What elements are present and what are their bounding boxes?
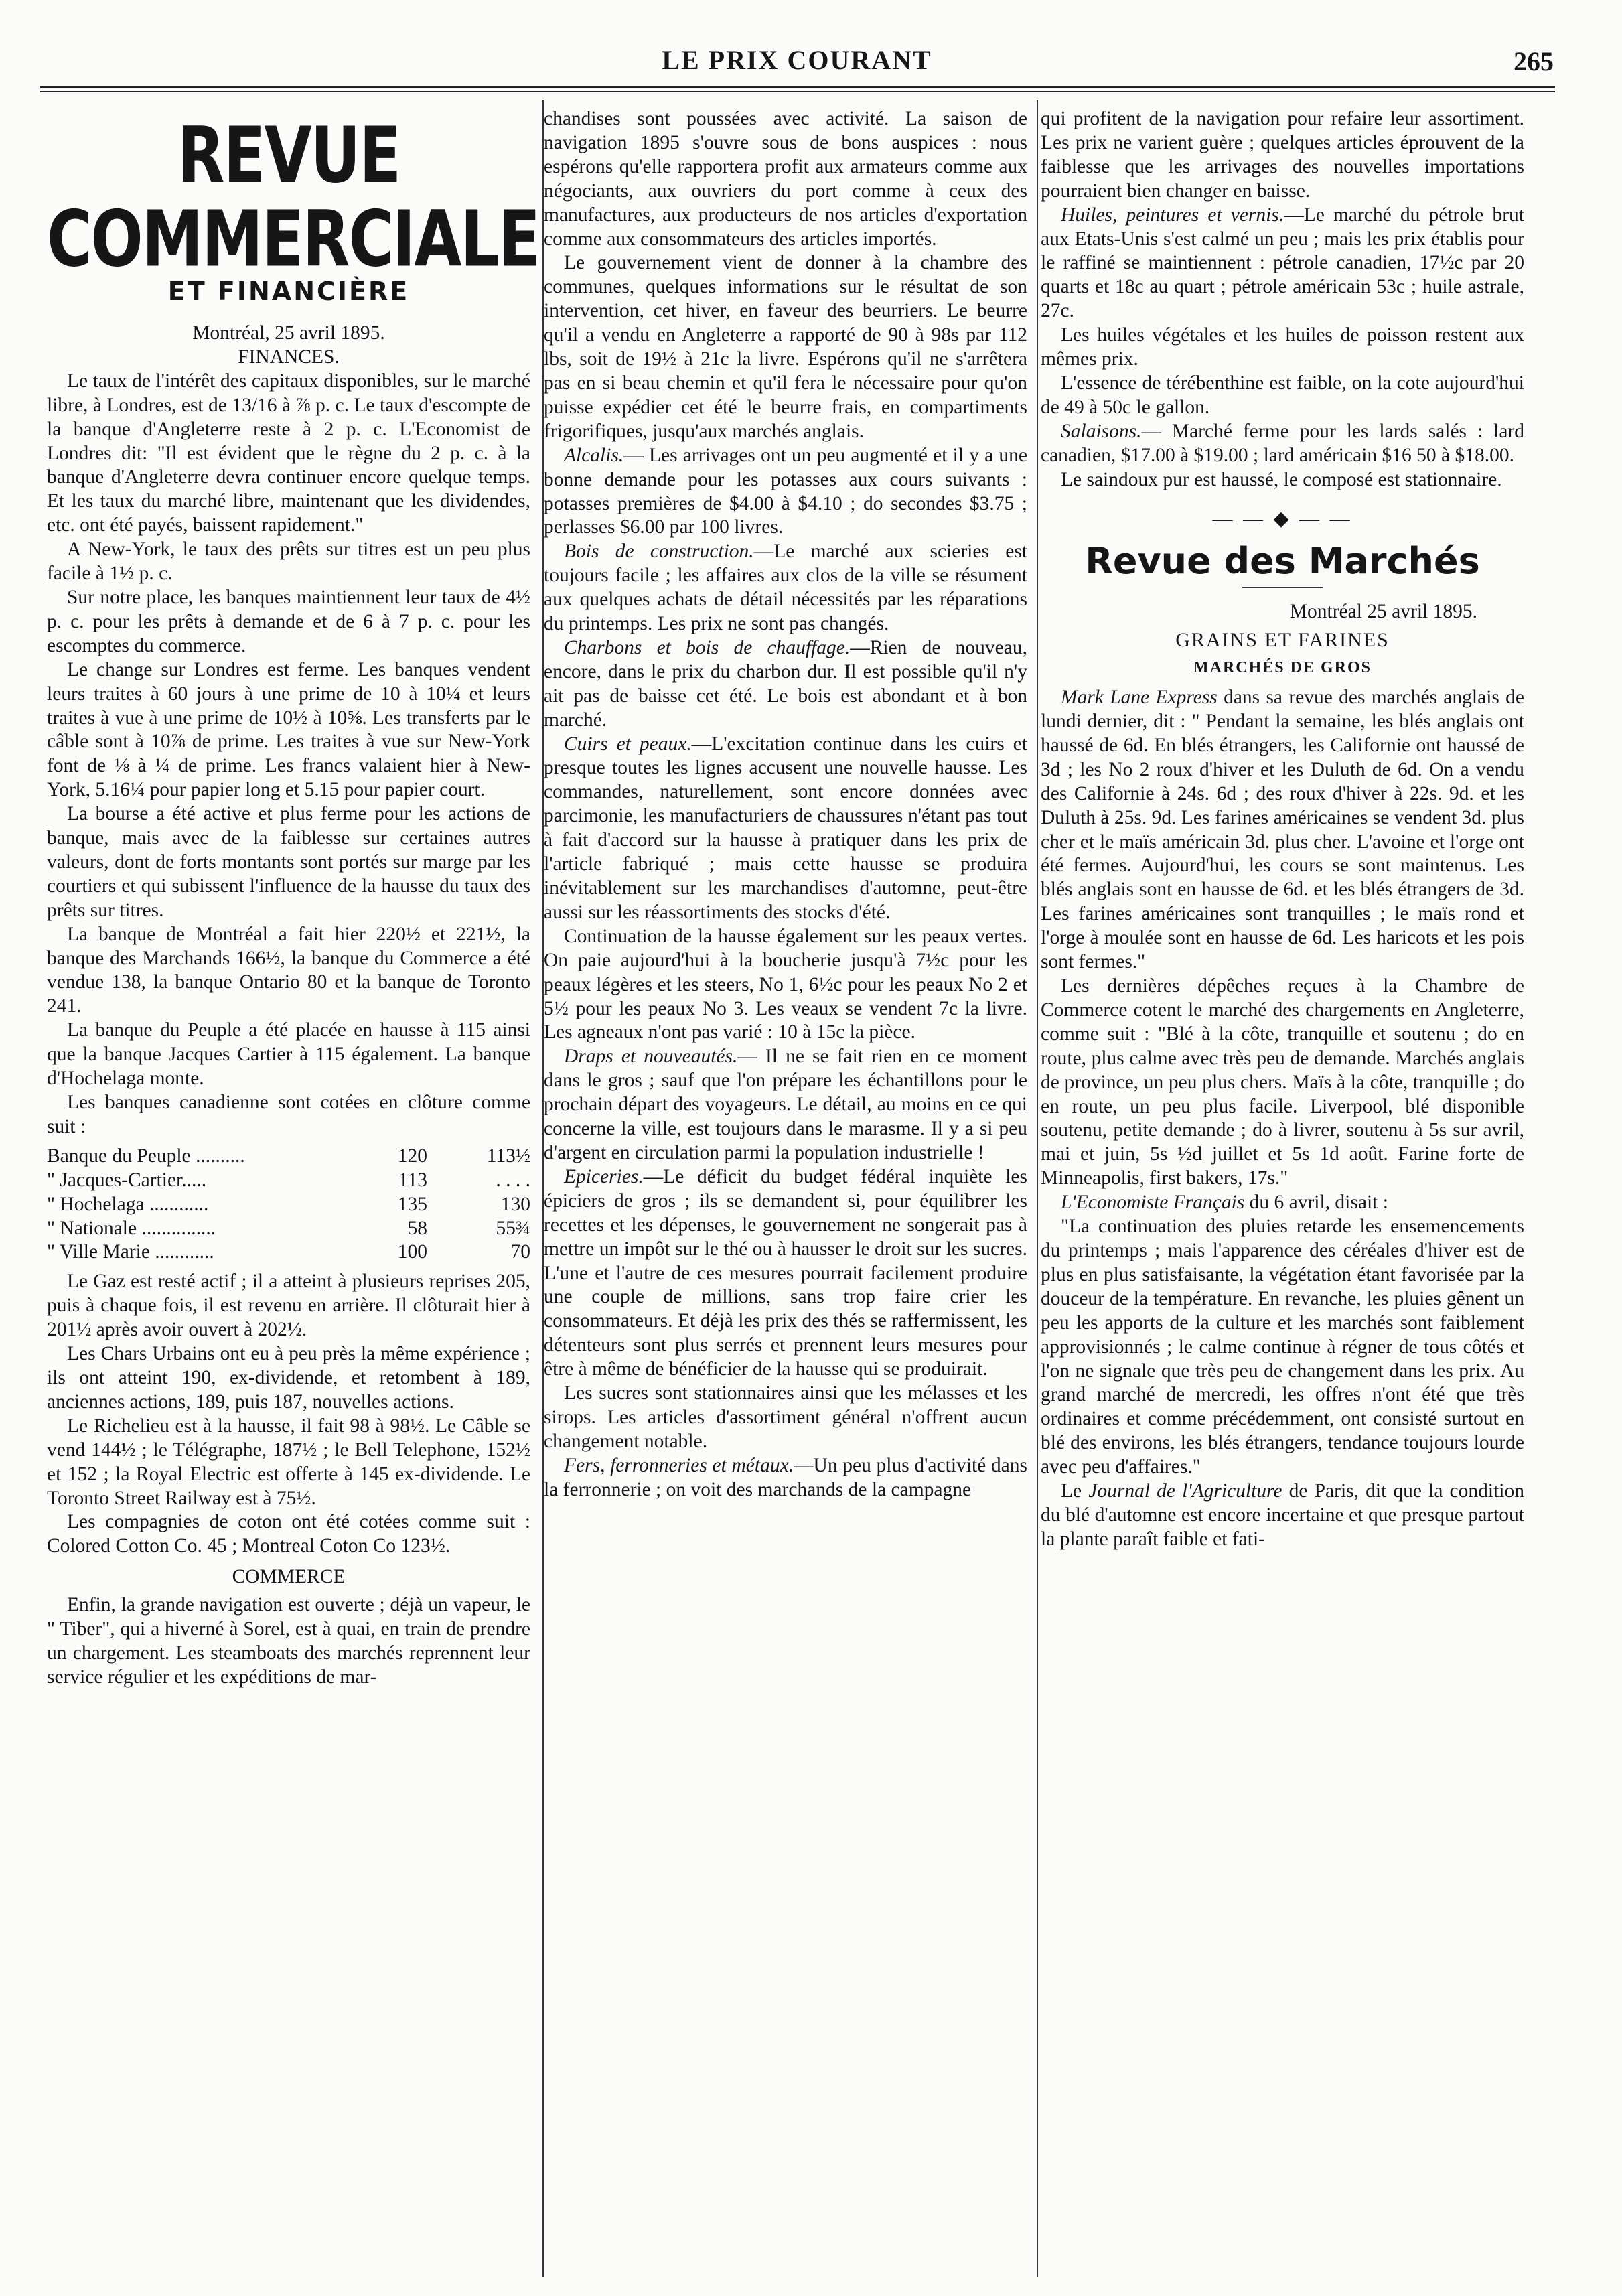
dateline: Montréal 25 avril 1895. <box>1289 601 1477 623</box>
paragraph: Les banques canadienne sont cotées en clôture comme suit : <box>47 1092 530 1137</box>
paragraph: Salaisons.— Marché ferme pour les lards salés : lard canadien, $17.00 à $19.00 ; lard américain $16 50 à $18.00. <box>1041 420 1524 466</box>
paragraph: Les compagnies de coton ont été cotées comme suit : Colored Cotton Co. 45 ; Montreal Coton Co 123½. <box>47 1511 530 1557</box>
bank-quotes-table <box>47 1145 530 1265</box>
subheading: Charbons et bois de chauffage. <box>564 636 851 658</box>
paragraph: Les Chars Urbains ont eu à peu près la même expérience ; ils ont atteint 190, ex-dividende, et retombent à 189, anciennes actions, 189, puis 187, nouvelles actions. <box>47 1343 530 1413</box>
dateline: Montréal, 25 avril 1895. <box>192 322 385 344</box>
publication-name: L'Economiste Français <box>1061 1192 1245 1214</box>
subheading: Epiceries. <box>564 1165 644 1188</box>
table-row: " Jacques-Cartier..... 113 . . . . <box>47 1169 530 1191</box>
paragraph: A New-York, le taux des prêts sur titres est un peu plus facile à 1½ p. c. <box>47 539 530 585</box>
table-row: Banque du Peuple .......... 120 113½ <box>47 1145 530 1167</box>
paragraph: qui profitent de la navigation pour refaire leur assortiment. Les prix ne varient guère ; quelques articles éprouvent de la faiblesse que les arrivages des nouvelles importations pourraient bien changer en baisse. <box>1041 108 1524 202</box>
paragraph: Le Journal de l'Agriculture de Paris, dit que la condition du blé d'automne est encore incertaine et que presque partout la plante paraît faible et fati- <box>1041 1480 1524 1550</box>
subheading: Cuirs et peaux. <box>564 733 692 755</box>
paragraph: L'Economiste Français du 6 avril, disait : <box>1061 1192 1388 1214</box>
paragraph: Enfin, la grande navigation est ouverte ; déjà un vapeur, le " Tiber", qui a hiverné à Sorel, est à quai, en train de prendre un chargement. Les steamboats des marchés reprennent leur service régulier et les expéditions de mar- <box>47 1594 530 1688</box>
paragraph: Le saindoux pur est haussé, le composé est stationnaire. <box>1061 468 1502 490</box>
paragraph: Epiceries.—Le déficit du budget fédéral inquiète les épiciers de gros ; ils se demandent si, pour équilibrer les recettes et les dépenses, le gouvernement ne songerait pas à mettre un impôt sur le thé ou à hausser le droit sur les sucres. L'une et l'autre de ces mesures pourrait facilement produire une couple de millions, sans trop faire crier les consommateurs. Et déjà les prix des thés se raffermissent, les détenteurs sont plus serrés et prennent leurs mesures pour être à même de bénéficier de la hausse qui se produirait. <box>544 1165 1027 1380</box>
grains-heading: GRAINS ET FARINES <box>1175 629 1390 652</box>
paragraph: Mark Lane Express dans sa revue des marchés anglais de lundi dernier, dit : " Pendant la semaine, les blés anglais ont haussé de 6d. En blés étrangers, les Californie ont haussé de 3d ; les No 2 roux d'hiver et les Duluth de 6d. On a vendu des Californie à 24s. 6d ; des roux d'hiver à 22s. 9d. et les Duluth à 25s. 9d. Les farines américaines se vendent 3d. plus cher et le maïs américain 3d. plus cher. L'avoine et l'orge ont été fermes. Aujourd'hui, les cours se sont maintenus. Les blés anglais sont en hausse de 6d. et les blés étrangers de 3d. Les farines américaines sont tranquilles ; le maïs rond et l'orge à moulée sont en hausse de 6d. Les haricots et les pois sont fermes." <box>1041 687 1525 973</box>
subheading: Alcalis. <box>564 444 624 466</box>
paragraph: Le Gaz est resté actif ; il a atteint à plusieurs reprises 205, puis à chaque fois, il est revenu en arrière. Il clôturait hier à 201½ après avoir ouvert à 202½. <box>47 1271 530 1341</box>
paragraph: Les sucres sont stationnaires ainsi que les mélasses et les sirops. Les articles d'assortiment général n'offrent aucun changement notable. <box>544 1382 1027 1452</box>
journal-title: LE PRIX COURANT <box>662 45 932 75</box>
table-row: " Nationale ............... 58 55¾ <box>47 1217 530 1239</box>
paragraph: chandises sont poussées avec activité. La saison de navigation 1895 s'ouvre sous de bons auspices : nous espérons qu'elle rapportera profit aux armateurs comme aux négociants, aux ouvriers du port comme à ceux des manufactures, aux producteurs de nos articles d'exportation comme aux consommateurs des articles importés. <box>544 108 1027 250</box>
subheading: Huiles, peintures et vernis. <box>1061 204 1284 226</box>
paragraph: Draps et nouveautés.— Il ne se fait rien en ce moment dans le gros ; sauf que l'on prépare les échantillons pour le prochain départ des voyageurs. Le détail, au moins en ce qui concerne la ville, est toujours dans le marasme. Il y a si peu d'argent en circulation parmi la population industrielle ! <box>544 1046 1027 1163</box>
paragraph: Les dernières dépêches reçues à la Chambre de Commerce cotent le marché des chargements en Angleterre, comme suit : "Blé à la côte, tranquille et soutenu ; do en route, plus calme avec très peu de demande. Marchés anglais de province, un peu plus chers. Maïs à la côte, tranquille ; do en route, un peu plus facile. Liverpool, blé disponible soutenu, petite demande ; do à livrer, soutenu à 5s sur avril, mai et juin, 5s ½d juillet et 5s 1d août. Farine forte de Minneapolis, first bakers, 17s." <box>1041 975 1524 1190</box>
subheading: Bois de construction. <box>564 541 754 563</box>
section-title: REVUE COMMERCIALE <box>47 111 539 284</box>
paragraph: La banque du Peuple a été placée en hausse à 115 ainsi que la banque Jacques Cartier à 115 également. La banque d'Hochelaga monte. <box>47 1019 530 1090</box>
paragraph: "La continuation des pluies retarde les ensemencements du printemps ; mais l'apparence des céréales d'hiver est de plus en plus satisfaisante, la végétation étant favorisée par la douceur de la température. En revanche, les pluies gênent un peu les apports de la culture et les marchés sont faiblement approvisionnés ; le calme continue à régner de tous côtés et l'on ne signale que très peu de changement dans les prix. Au grand marché de mercredi, les offres n'ont été que très ordinaires et comme précédemment, ont consisté surtout en blé des environs, les blés étrangers, tendance toujours lourde avec peu d'affaires." <box>1041 1216 1524 1478</box>
paragraph: Sur notre place, les banques maintiennent leur taux de 4½ p. c. pour les prêts à demande et de 6 à 7 p. c. pour les escomptes du commerce. <box>47 586 530 656</box>
paragraph: Cuirs et peaux.—L'excitation continue dans les cuirs et presque toutes les lignes accusent une nouvelle hausse. Les commandes, naturellement, sont encore données avec parcimonie, les manufacturiers de chaussures n'étant pas tout à fait d'accord sur la hausse à pratiquer dans les prix de l'article fabriqué ; mais cette hausse se produira inévitablement sur les marchandises d'automne, peut-être aussi sur les réassortiments des stocks d'été. <box>544 733 1027 923</box>
column-1 <box>47 107 539 1690</box>
header-rule-thin <box>40 91 1555 92</box>
paragraph: La banque de Montréal a fait hier 220½ et 221½, la banque des Marchands 166½, la banque du Commerce a été vendue 138, la banque Ontario 80 et la banque de Toronto 241. <box>47 923 530 1017</box>
paragraph: Fers, ferronneries et métaux.—Un peu plus d'activité dans la ferronnerie ; on voit des marchands de la campagne <box>544 1454 1027 1500</box>
paragraph: Charbons et bois de chauffage.—Rien de nouveau, encore, dans le prix du charbon dur. Il est possible qu'il n'y ait pas de baisse cet été. Le bois est abondant et à bon marché. <box>544 636 1027 731</box>
subheading: Salaisons. <box>1061 420 1142 442</box>
paragraph: Bois de construction.—Le marché aux scieries est toujours facile ; les affaires aux clos de la ville se résument aux quelques achats de détail nécessités par les réparations du printemps. Les prix ne sont pas changés. <box>544 541 1027 635</box>
paragraph: Le taux de l'intérêt des capitaux disponibles, sur le marché libre, à Londres, est de 13/16 à ⅞ p. c. Le taux d'escompte de la banque d'Angleterre reste à 2 p. c. L'Economist de Londres dit: "Il est évident que le règne du 2 p. c. à la banque d'Angleterre devra continuer encore quelque temps. Et les taux du marché libre, maintenant que les dividendes, etc. ont été payés, baissent rapidement." <box>47 370 530 536</box>
subheading: Draps et nouveautés. <box>564 1046 738 1068</box>
column-divider <box>1037 100 1038 2277</box>
paragraph: Le change sur Londres est ferme. Les banques vendent leurs traites à 60 jours à une prime de 10 à 10¼ et leurs traites à vue à une prime de 10½ à 10⅝. Les transferts par le câble sont à 10⅞ de prime. Les traites à vue sur New-York font de ⅛ à ¼ de prime. Les francs valaient hier à New-York, 5.16¼ pour papier long et 5.15 pour papier court. <box>47 658 530 801</box>
table-row: " Hochelaga ............ 135 130 <box>47 1193 530 1215</box>
page-number: 265 <box>1514 46 1554 76</box>
publication-name: Journal de l'Agriculture <box>1088 1480 1282 1502</box>
column-3 <box>1041 107 1524 1552</box>
paragraph: Le Richelieu est à la hausse, il fait 98 à 98½. Le Câble se vend 144½ ; le Télégraphe, 187½ ; le Bell Telephone, 152½ et 152 ; la Royal Electric est offerte à 145 ex-dividende. Le Toronto Street Railway est à 75½. <box>47 1415 530 1509</box>
section-subtitle: ET FINANCIÈRE <box>167 277 410 306</box>
publication-name: Mark Lane Express <box>1061 687 1218 709</box>
column-2 <box>544 107 1027 1502</box>
subheading: Fers, ferronneries et métaux. <box>564 1454 794 1476</box>
paragraph: Huiles, peintures et vernis.—Le marché du pétrole brut aux Etats-Unis s'est calmé un peu ; mais les prix établis pour le raffiné se maintiennent : pétrole canadien, 17½c par 20 quarts et 18c au quart ; pétrole américain 53c ; huile astrale, 27c. <box>1041 204 1524 322</box>
paragraph: L'essence de térébenthine est faible, on la cote aujourd'hui de 49 à 50c le gallon. <box>1041 372 1524 418</box>
markets-subheading: MARCHÉS DE GROS <box>1193 659 1372 677</box>
paragraph: Le gouvernement vient de donner à la chambre des communes, quelques informations sur le résultat de son intervention, cet hiver, en faveur des beurriers. Le beurre qu'il a vendu en Angleterre a rapporté de 90 à 98s par 112 lbs, soit de 19½ à 21c la livre. Espérons qu'il ne s'arrêtera pas en si beau chemin et qu'il fera le nécessaire pour qu'on puisse expédier cet été le beurre frais, en compartiments frigorifiques, jusqu'aux marchés anglais. <box>544 252 1027 442</box>
paragraph: Alcalis.— Les arrivages ont un peu augmenté et il y a une bonne demande pour les potasses aux cours suivants : potasses premières de $4.00 à $4.10 ; do secondes $3.75 ; perlasses $6.00 par 100 livres. <box>544 444 1027 539</box>
paragraph: Les huiles végétales et les huiles de poisson restent aux mêmes prix. <box>1041 324 1524 370</box>
ornament-divider: — — ◆ — — <box>1212 507 1353 530</box>
table-row: " Ville Marie ............ 100 70 <box>47 1241 530 1263</box>
title-rule <box>1242 587 1323 588</box>
header-rule <box>40 86 1555 88</box>
paragraph: La bourse a été active et plus ferme pour les actions de banque, mais avec de la faiblesse sur certaines autres valeurs, dont de forts montants sont portés sur marge par les courtiers et qui subissent l'influence de la hausse du taux des prêts sur titres. <box>47 803 530 921</box>
section-title: Revue des Marchés <box>1085 540 1480 583</box>
finances-heading: FINANCES. <box>238 346 340 368</box>
commerce-heading: COMMERCE <box>232 1566 346 1588</box>
paragraph: Continuation de la hausse également sur les peaux vertes. On paie aujourd'hui à la boucherie jusqu'à 7½c pour les peaux légères et les steers, No 1, 6½c pour les peaux No 2 et 5½ pour les peaux No 3. Les veaux se vendent 7c la livre. Les agneaux n'ont pas varié : 10 à 15c la pièce. <box>544 925 1027 1044</box>
page-header <box>40 39 1554 79</box>
